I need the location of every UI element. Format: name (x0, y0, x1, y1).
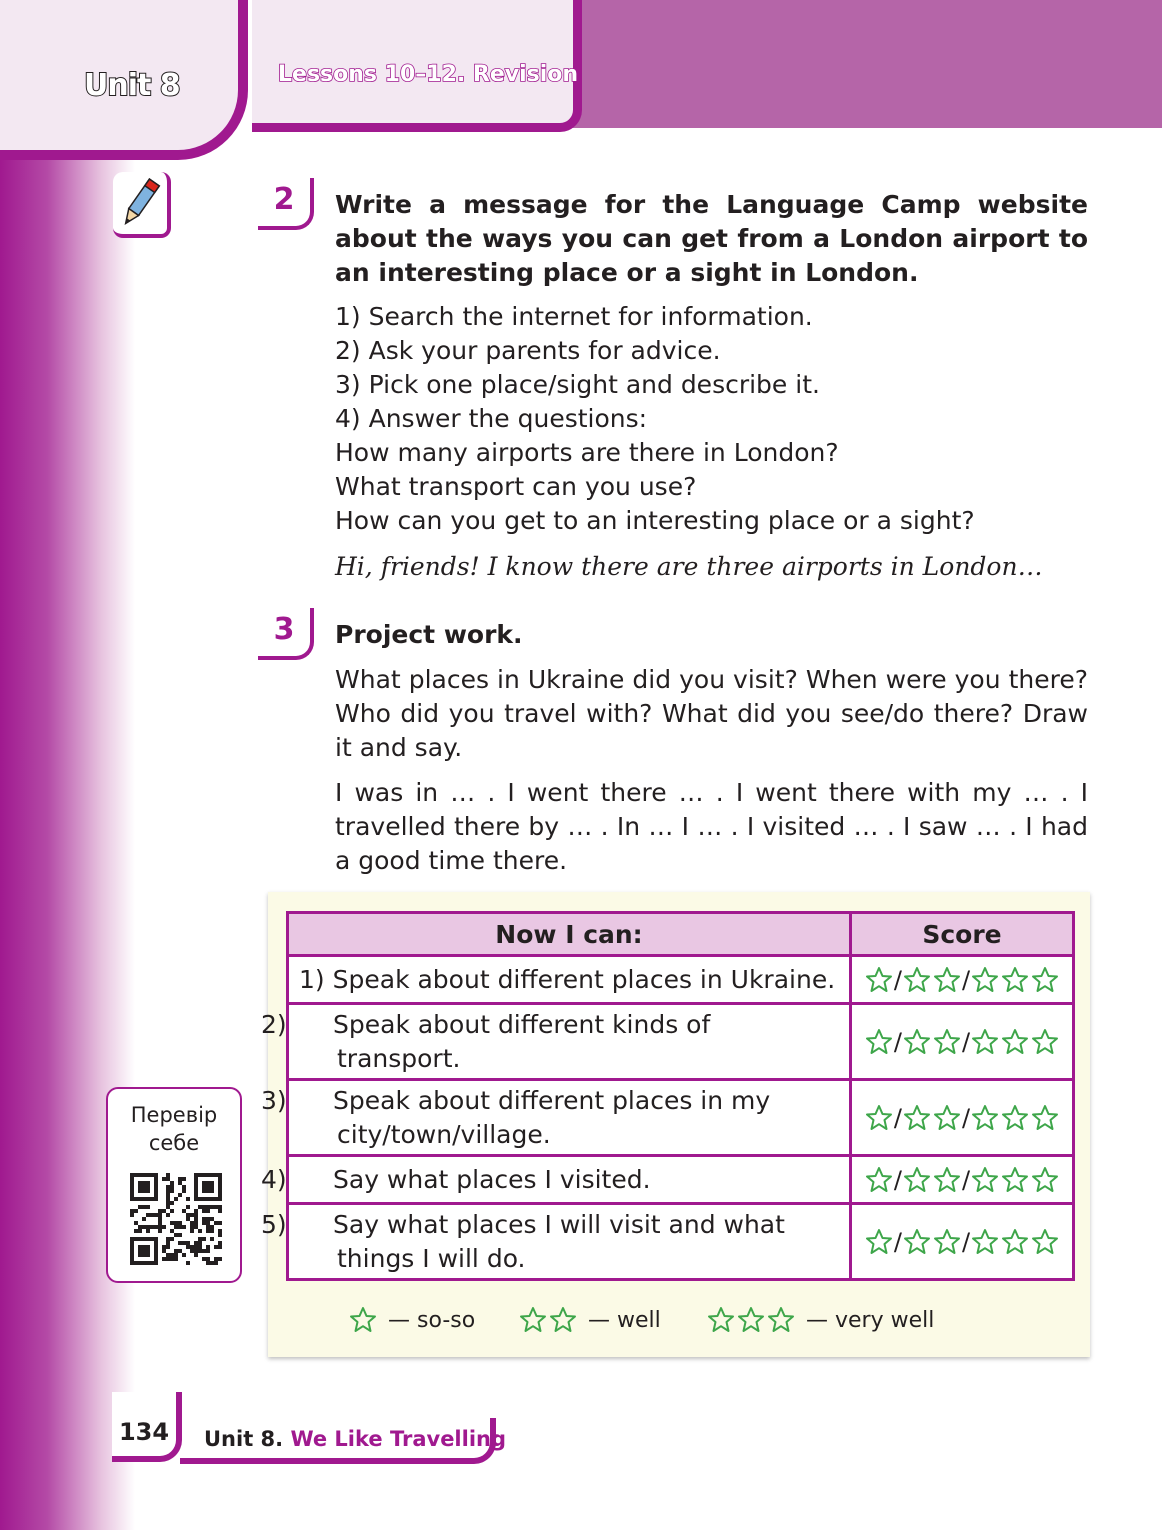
task-cell (261, 1204, 851, 1280)
star-outline-icon (706, 1305, 736, 1335)
score-separator: / (962, 1227, 971, 1256)
pencil-icon (113, 172, 167, 234)
score-separator: / (893, 1165, 902, 1194)
star-outline-icon (864, 965, 894, 995)
task-2-example: Hi, friends! I know there are three airports in London… (335, 552, 1043, 581)
star-outline-icon (970, 1165, 1000, 1195)
star-outline-icon (864, 1165, 894, 1195)
header-now-i-can: Now I can: (288, 913, 851, 956)
score-separator: / (962, 965, 971, 994)
row-number: 2) (261, 1009, 287, 1039)
task-2-line-4: 4) Answer the questions: (335, 404, 648, 433)
row-text: Speak about different places in Ukraine. (332, 965, 836, 994)
row-number: 5) (261, 1209, 287, 1239)
score-cell (851, 1004, 1074, 1080)
table-row (288, 1156, 1074, 1204)
star-outline-icon (1030, 1227, 1060, 1257)
task-2-question-3: How can you get to an interesting place or a sight? (335, 506, 975, 535)
check-yourself-box[interactable] (106, 1087, 242, 1283)
star-outline-icon (1000, 965, 1030, 995)
row-number: 4) (261, 1164, 287, 1194)
footer-unit-prefix: Unit 8. (204, 1427, 284, 1451)
table-row (288, 1080, 1074, 1156)
task-3-questions: What places in Ukraine did you visit? When were you there? Who did you travel with? What did you see/do there? Draw it and say. (335, 665, 1088, 762)
score-separator: / (962, 1165, 971, 1194)
score-separator: / (893, 1227, 902, 1256)
legend-label: — well (588, 1307, 661, 1333)
page-number: 134 (112, 1392, 182, 1462)
qr-label-line-2: себе (148, 1131, 200, 1155)
task-2-line-1: 1) Search the internet for information. (335, 302, 813, 331)
star-outline-icon (902, 965, 932, 995)
star-outline-icon (932, 1165, 962, 1195)
star-outline-icon (902, 1027, 932, 1057)
star-rating (852, 1227, 1072, 1257)
unit-tab-label: Unit 8 (84, 68, 180, 103)
star-outline-icon (902, 1103, 932, 1133)
score-separator: / (893, 1103, 902, 1132)
star-rating (852, 1027, 1072, 1057)
star-outline-icon (548, 1305, 578, 1335)
star-outline-icon (932, 1103, 962, 1133)
self-assessment-table (261, 911, 1075, 1281)
legend-stars (518, 1305, 578, 1335)
task-2-question-1: How many airports are there in London? (335, 438, 839, 467)
score-separator: / (893, 965, 902, 994)
star-outline-icon (902, 1165, 932, 1195)
pencil-icon-box (113, 172, 171, 238)
star-outline-icon (864, 1027, 894, 1057)
row-number: 3) (261, 1085, 287, 1115)
task-3-title: Project work. (335, 620, 523, 649)
task-2-line-3: 3) Pick one place/sight and describe it. (335, 370, 820, 399)
star-rating (852, 1165, 1072, 1195)
score-separator: / (962, 1103, 971, 1132)
task-2-question-2: What transport can you use? (335, 472, 697, 501)
star-rating (852, 965, 1072, 995)
legend-label: — very well (806, 1307, 935, 1333)
star-outline-icon (1030, 965, 1060, 995)
star-outline-icon (1000, 1103, 1030, 1133)
task-2-number: 2 (258, 178, 314, 230)
star-outline-icon (970, 1027, 1000, 1057)
star-outline-icon (864, 1227, 894, 1257)
footer-unit-name: We Like Travelling (290, 1427, 507, 1451)
qr-label (108, 1101, 240, 1157)
table-row (288, 1204, 1074, 1280)
task-2-title: Write a message for the Language Camp website about the ways you can get from a London airport to an interesting place or a sight in London. (335, 190, 1088, 287)
task-cell (261, 1004, 851, 1080)
star-outline-icon (932, 965, 962, 995)
top-header-band (560, 0, 1162, 128)
qr-label-line-1: Перевір (130, 1103, 218, 1127)
legend-label: — so-so (388, 1307, 476, 1333)
lessons-tab-label: Lessons 10–12. Revision (278, 62, 579, 87)
star-rating (852, 1103, 1072, 1133)
star-outline-icon (518, 1305, 548, 1335)
score-separator: / (893, 1027, 902, 1056)
star-outline-icon (1000, 1027, 1030, 1057)
legend-so-so (348, 1305, 475, 1335)
star-outline-icon (932, 1027, 962, 1057)
star-outline-icon (1000, 1165, 1030, 1195)
star-outline-icon (970, 1227, 1000, 1257)
task-cell (261, 1080, 851, 1156)
star-outline-icon (864, 1103, 894, 1133)
score-cell (851, 956, 1074, 1004)
star-outline-icon (1030, 1027, 1060, 1057)
star-outline-icon (902, 1227, 932, 1257)
legend-well (518, 1305, 661, 1335)
legend-very-well (706, 1305, 934, 1335)
score-cell (851, 1080, 1074, 1156)
star-outline-icon (1030, 1165, 1060, 1195)
table-row (288, 1004, 1074, 1080)
task-3-sample: I was in … . I went there … . I went there with my … . I travelled there by … . In … I … . I visited … . I saw … . I had a good time there. (335, 778, 1088, 875)
star-outline-icon (970, 965, 1000, 995)
table-row (288, 956, 1074, 1004)
table-header-row (288, 913, 1074, 956)
row-text: Say what places I will visit and what things I will do. (333, 1209, 785, 1273)
score-cell (851, 1156, 1074, 1204)
row-text: Speak about different places in my city/town/village. (333, 1085, 771, 1149)
task-cell (288, 956, 851, 1004)
task-cell (261, 1156, 851, 1204)
legend-stars (706, 1305, 796, 1335)
legend-stars (348, 1305, 378, 1335)
star-outline-icon (736, 1305, 766, 1335)
star-outline-icon (766, 1305, 796, 1335)
star-outline-icon (932, 1227, 962, 1257)
row-number: 1) (299, 965, 325, 994)
star-outline-icon (970, 1103, 1000, 1133)
header-score: Score (851, 913, 1074, 956)
footer-unit-title (204, 1427, 506, 1451)
row-text: Say what places I visited. (333, 1164, 651, 1194)
star-outline-icon (348, 1305, 378, 1335)
score-separator: / (962, 1027, 971, 1056)
task-3-number: 3 (258, 608, 314, 660)
star-outline-icon (1030, 1103, 1060, 1133)
score-cell (851, 1204, 1074, 1280)
star-outline-icon (1000, 1227, 1030, 1257)
qr-code-icon[interactable] (130, 1173, 222, 1265)
task-2-line-2: 2) Ask your parents for advice. (335, 336, 721, 365)
row-text: Speak about different kinds of transport. (333, 1009, 711, 1073)
